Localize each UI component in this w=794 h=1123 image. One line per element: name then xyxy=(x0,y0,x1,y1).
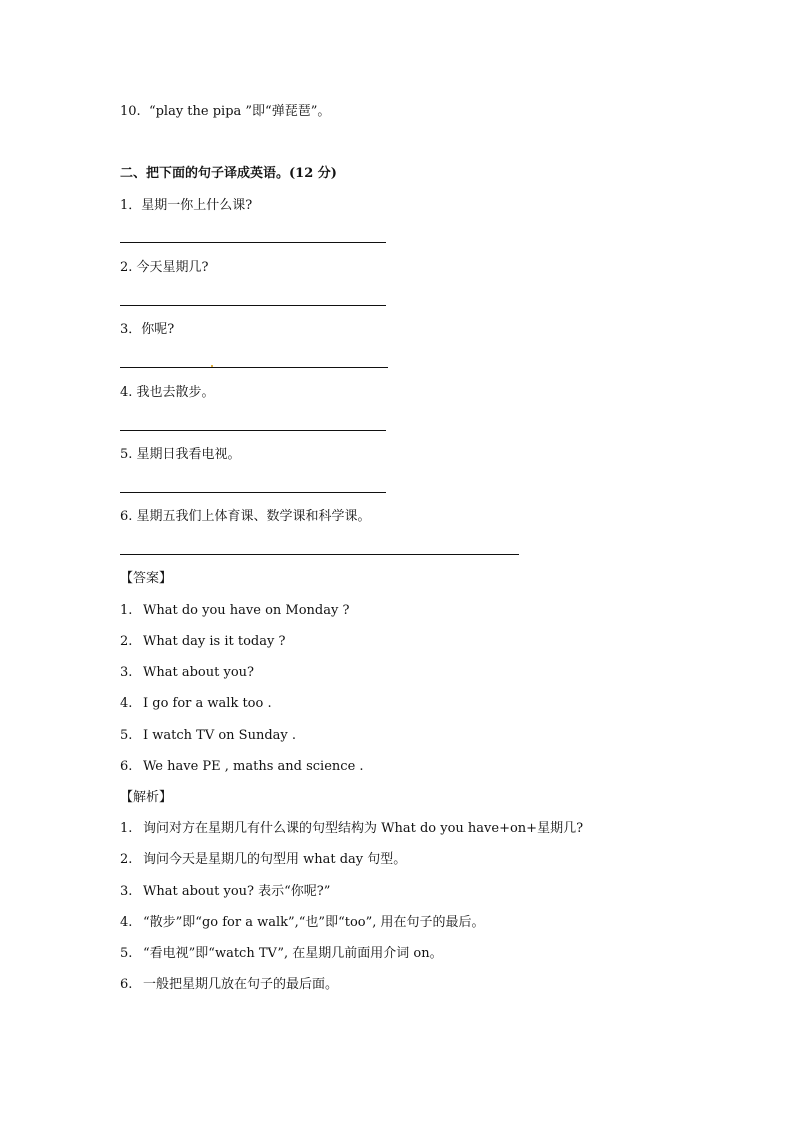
question-text: 我也去散步。 xyxy=(136,385,215,400)
answer-item xyxy=(120,602,349,620)
question-1 xyxy=(120,197,252,215)
analysis-number: 1. xyxy=(120,821,133,836)
question-text: 星期一你上什么课? xyxy=(141,198,253,213)
answer-number: 5. xyxy=(120,728,133,743)
answer-blank-1[interactable] xyxy=(120,242,386,243)
answer-number: 1. xyxy=(120,603,133,618)
question-3 xyxy=(120,321,174,339)
section-title: 二、把下面的句子译成英语。(12 分) xyxy=(120,166,337,181)
answer-text: What about you? xyxy=(143,665,254,680)
analysis-number: 4. xyxy=(120,915,133,930)
question-4 xyxy=(120,384,215,402)
answer-text: We have PE , maths and science . xyxy=(143,759,364,774)
analysis-item xyxy=(120,945,443,963)
answer-text: What do you have on Monday ? xyxy=(143,603,350,618)
answer-item xyxy=(120,727,296,745)
question-5 xyxy=(120,446,241,464)
answer-blank-2[interactable] xyxy=(120,305,386,306)
analysis-heading: 【解析】 xyxy=(120,790,173,805)
analysis-text: 询问对方在星期几有什么课的句型结构为 What do you have+on+星期几? xyxy=(143,821,584,836)
answer-heading: 【答案】 xyxy=(120,571,173,586)
answer-item xyxy=(120,664,254,682)
analysis-item xyxy=(120,976,338,994)
question-text: 你呢? xyxy=(141,322,175,337)
answer-number: 6. xyxy=(120,759,133,774)
question-number: 6. xyxy=(120,509,133,524)
ink-mark xyxy=(211,365,213,367)
question-6 xyxy=(120,508,371,526)
item-text: “play the pipa ”即“弹琵琶”。 xyxy=(148,104,331,119)
answer-blank-3[interactable] xyxy=(120,367,388,368)
question-number: 5. xyxy=(120,447,133,462)
question-number: 3． xyxy=(120,322,142,337)
analysis-text: 一般把星期几放在句子的最后面。 xyxy=(143,977,339,992)
item-number: 10. xyxy=(120,104,141,119)
answer-item xyxy=(120,695,272,713)
analysis-item xyxy=(120,883,330,901)
analysis-item xyxy=(120,851,406,869)
answer-text: I go for a walk too . xyxy=(143,696,272,711)
question-number: 4. xyxy=(120,385,133,400)
question-text: 星期五我们上体育课、数学课和科学课。 xyxy=(136,509,371,524)
answer-text: I watch TV on Sunday . xyxy=(143,728,297,743)
answer-blank-4[interactable] xyxy=(120,430,386,431)
analysis-number: 6. xyxy=(120,977,133,992)
answer-text: What day is it today ? xyxy=(143,634,286,649)
question-number: 1． xyxy=(120,198,142,213)
analysis-number: 2. xyxy=(120,852,133,867)
question-2 xyxy=(120,259,209,277)
question-text: 今天星期几? xyxy=(136,260,209,275)
answer-number: 3. xyxy=(120,665,133,680)
answer-number: 2. xyxy=(120,634,133,649)
analysis-item xyxy=(120,820,583,838)
question-number: 2. xyxy=(120,260,133,275)
answer-blank-5[interactable] xyxy=(120,492,386,493)
analysis-number: 3. xyxy=(120,884,133,899)
analysis-text: “散步”即“go for a walk”,“也”即“too”, 用在句子的最后。 xyxy=(143,915,485,930)
answer-blank-6[interactable] xyxy=(120,554,519,555)
analysis-number: 5. xyxy=(120,946,133,961)
answer-item xyxy=(120,758,364,776)
analysis-text: What about you? 表示“你呢?” xyxy=(143,884,331,899)
question-text: 星期日我看电视。 xyxy=(136,447,241,462)
analysis-text: 询问今天是星期几的句型用 what day 句型。 xyxy=(143,852,407,867)
item-10 xyxy=(120,103,330,121)
analysis-item xyxy=(120,914,485,932)
analysis-text: “看电视”即“watch TV”, 在星期几前面用介词 on。 xyxy=(143,946,443,961)
answer-number: 4. xyxy=(120,696,133,711)
answer-item xyxy=(120,633,285,651)
